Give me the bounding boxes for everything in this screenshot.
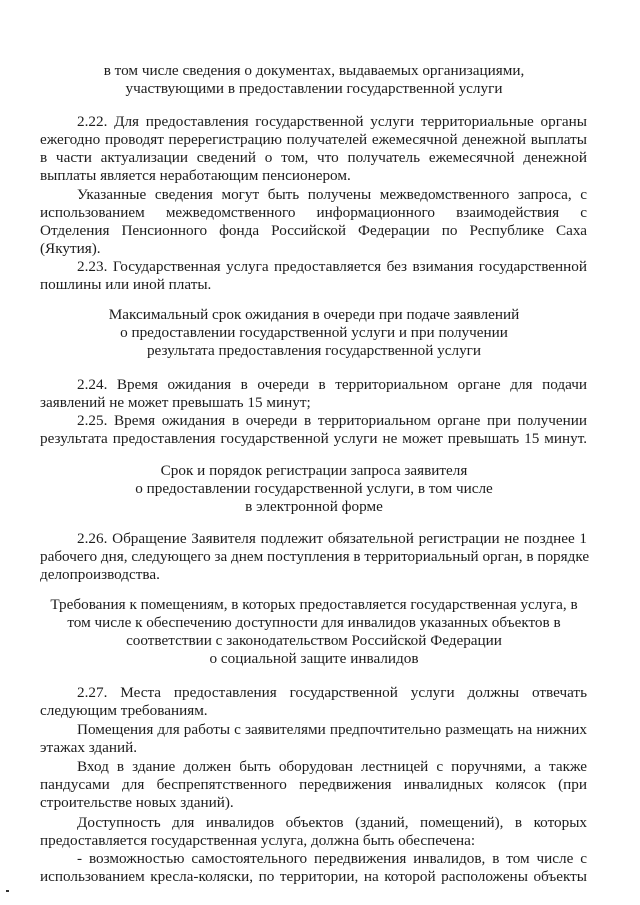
p225-line-2: результата предоставления государственной услуги не может превышать 15 минут. bbox=[40, 430, 587, 447]
p222-line-3: в части актуализации сведений о том, что получатель ежемесячной денежной bbox=[40, 149, 587, 166]
p227d-line-3: - возможностью самостоятельного передвижения инвалидов, в том числе с bbox=[77, 850, 587, 867]
p227-line-2: следующим требованиям. bbox=[40, 702, 208, 719]
p227c-line-3: строительстве новых зданий). bbox=[40, 794, 234, 811]
p226-line-1: 2.26. Обращение Заявителя подлежит обязательной регистрации не позднее 1 bbox=[77, 530, 587, 547]
p222-line-2: ежегодно проводят перерегистрацию получателей ежемесячной денежной выплаты bbox=[40, 131, 587, 148]
p222-line-1: 2.22. Для предоставления государственной услуги территориальные органы bbox=[77, 113, 587, 130]
p226-line-2: рабочего дня, следующего за днем поступления в территориальный орган, в порядке bbox=[40, 548, 590, 565]
heading-queue-line-3: результата предоставления государственной услуги bbox=[146, 342, 482, 359]
p225-line-1: 2.25. Время ожидания в очереди в территориальном органе при получении bbox=[77, 412, 587, 429]
p227c-line-1: Вход в здание должен быть оборудован лестницей с поручнями, а также bbox=[77, 758, 587, 775]
p226-line-3: делопроизводства. bbox=[40, 566, 160, 583]
heading-registration-line-3: в электронной форме bbox=[245, 498, 383, 515]
p227b-line-1: Помещения для работы с заявителями предпочтительно размещать на нижних bbox=[77, 721, 587, 738]
heading-premises-line-2: том числе к обеспечению доступности для инвалидов указанных объектов в bbox=[67, 614, 561, 631]
scan-speck bbox=[6, 890, 9, 892]
heading-queue-line-1: Максимальный срок ожидания в очереди при подаче заявлений bbox=[108, 306, 520, 323]
p222b-line-4: (Якутия). bbox=[40, 240, 101, 257]
p227d-line-1: Доступность для инвалидов объектов (зданий, помещений), в которых bbox=[77, 814, 587, 831]
heading-premises-line-4: о социальной защите инвалидов bbox=[209, 650, 419, 667]
p227d-line-2: предоставляется государственная услуга, должна быть обеспечена: bbox=[40, 832, 476, 849]
p227d-line-4: использованием кресла-коляски, по территории, на которой расположены объекты bbox=[40, 868, 587, 885]
heading-queue-line-2: о предоставлении государственной услуги и при получении bbox=[120, 324, 508, 341]
p227c-line-2: пандусами для беспрепятственного передвижения инвалидных колясок (при bbox=[40, 776, 587, 793]
p227-line-1: 2.27. Места предоставления государственной услуги должны отвечать bbox=[77, 684, 587, 701]
p222b-line-3: Отделения Пенсионного фонда Российской Федерации по Республике Саха bbox=[40, 222, 587, 239]
p224-line-2: заявлений не может превышать 15 минут; bbox=[40, 394, 311, 411]
heading-registration-line-2: о предоставлении государственной услуги, в том числе bbox=[135, 480, 493, 497]
p222b-line-2: использованием межведомственного информационного взаимодействия с bbox=[40, 204, 587, 221]
p223-line-2: пошлины или иной платы. bbox=[40, 276, 212, 293]
p227b-line-2: этажах зданий. bbox=[40, 739, 138, 756]
p224-line-1: 2.24. Время ожидания в очереди в территориальном органе для подачи bbox=[77, 376, 587, 393]
p222-line-4: выплаты является неработающим пенсионером. bbox=[40, 167, 351, 184]
heading-premises-line-3: соответствии с законодательством Российской Федерации bbox=[126, 632, 502, 649]
p223-line-1: 2.23. Государственная услуга предоставляется без взимания государственной bbox=[77, 258, 587, 275]
heading-registration-line-1: Срок и порядок регистрации запроса заявителя bbox=[160, 462, 468, 479]
intro-line-2: участвующими в предоставлении государственной услуги bbox=[125, 80, 503, 97]
p222b-line-1: Указанные сведения могут быть получены межведомственного запроса, с bbox=[77, 186, 587, 203]
heading-premises-line-1: Требования к помещениям, в которых предоставляется государственная услуга, в bbox=[50, 596, 578, 613]
intro-line-1: в том числе сведения о документах, выдаваемых организациями, bbox=[103, 62, 525, 79]
